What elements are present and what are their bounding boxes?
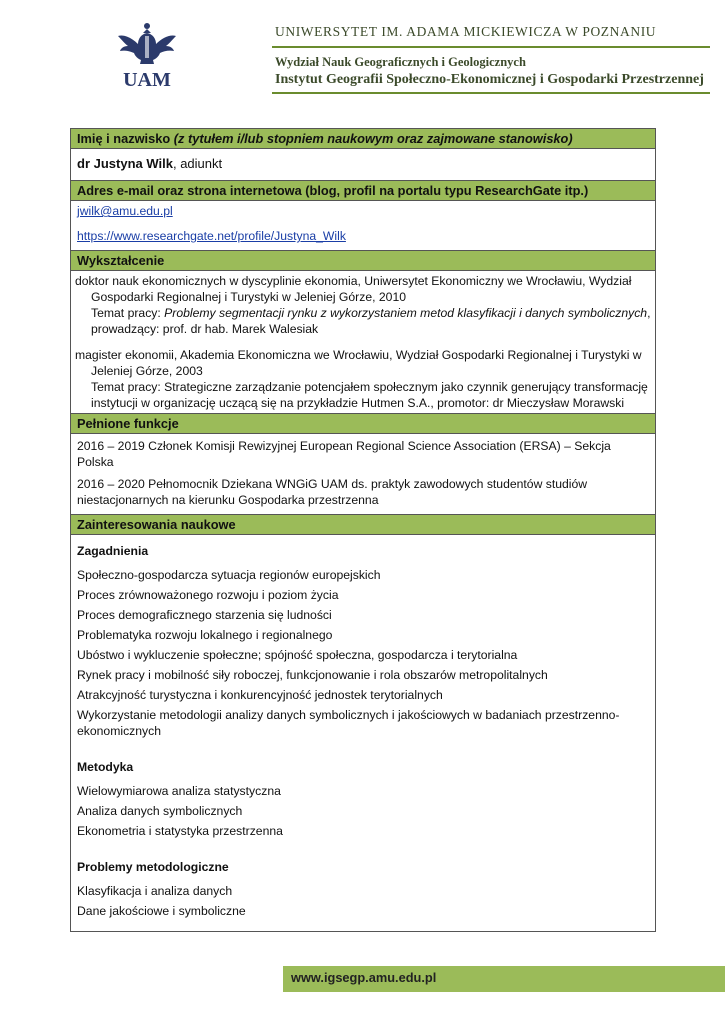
name-section-heading: Imię i nazwisko (z tytułem i/lub stopniem naukowym oraz zajmowane stanowisko) [71,129,655,149]
education-entry [71,271,655,337]
interests-section-heading: Zainteresowania naukowe [71,515,655,535]
functions-list [71,434,655,515]
interests-group-title: Zagadnienia [77,544,149,558]
header-divider [272,46,710,48]
footer-url[interactable]: www.igsegp.amu.edu.pl [291,970,437,985]
list-item: Wielowymiarowa analiza statystyczna [77,784,281,798]
education-topic: Temat pracy: Problemy segmentacji rynku z wykorzystaniem metod klasyfikacji i danych symbolicznych, prowadzący: prof. dr hab. Marek Walesiak [91,306,651,336]
function-item: 2016 – 2019 Członek Komisji Rewizyjnej European Regional Science Association (ERSA) – Sekcja Polska [77,439,611,469]
problems-list [77,883,649,919]
list-item: Atrakcyjność turystyczna i konkurencyjność jednostek terytorialnych [77,688,443,702]
cv-table [70,128,656,932]
svg-text:UAM: UAM [123,69,171,90]
education-degree: magister ekonomii, Akademia Ekonomiczna we Wrocławiu, Wydział Gospodarki Regionalnej i Turystyki w Jeleniej Górze, 2003 [75,348,642,378]
contact-section-heading: Adres e-mail oraz strona internetowa (blog, profil na portalu typu ResearchGate itp.) [71,181,655,201]
contact-row [71,201,655,251]
footer-bar [283,966,725,992]
education-list [71,271,655,414]
education-entry [71,347,655,411]
interests-body [71,535,655,931]
list-item: Rynek pracy i mobilność siły roboczej, funkcjonowanie i rola obszarów metropolitalnych [77,668,548,682]
name-row [71,149,655,181]
list-item: Dane jakościowe i symboliczne [77,904,246,918]
email-link[interactable]: jwilk@amu.edu.pl [77,204,173,218]
methods-list [77,783,649,839]
website-link[interactable]: https://www.researchgate.net/profile/Justyna_Wilk [77,229,346,243]
interests-list [77,567,649,739]
education-degree: doktor nauk ekonomicznych w dyscyplinie ekonomia, Uniwersytet Ekonomiczny we Wrocławiu, Wydział Gospodarki Regionalnej i Turystyki w Jeleniej Górze, 2010 [75,274,632,304]
function-item: 2016 – 2020 Pełnomocnik Dziekana WNGiG UAM ds. praktyk zawodowych studentów studiów niestacjonarnych na kierunku Gospodarka przestrzenna [77,477,588,507]
list-item: Wykorzystanie metodologii analizy danych symbolicznych i jakościowych w badaniach przestrzenno-ekonomicznych [77,708,620,738]
faculty-name: Wydział Nauk Geograficznych i Geologicznych [275,55,526,69]
list-item: Proces zrównoważonego rozwoju i poziom życia [77,588,339,602]
institute-name: Instytut Geografii Społeczno-Ekonomicznej i Gospodarki Przestrzennej [275,72,704,87]
list-item: Analiza danych symbolicznych [77,804,243,818]
list-item: Ubóstwo i wykluczenie społeczne; spójność społeczna, gospodarcza i terytorialna [77,648,518,662]
education-topic: Temat pracy: Strategiczne zarządzanie potencjałem społecznym jako czynnik generujący transformację instytucji w organizację uczącą się na przykładzie Hutmen S.A., promotor: dr Mieczysław Morawski [91,380,648,410]
list-item: Problematyka rozwoju lokalnego i regionalnego [77,628,333,642]
list-item: Proces demograficznego starzenia się ludności [77,608,332,622]
university-title: UNIWERSYTET IM. ADAMA MICKIEWICZA W POZNANIU [275,24,657,39]
education-section-heading: Wykształcenie [71,251,655,271]
list-item: Klasyfikacja i analiza danych [77,884,233,898]
interests-group-title: Metodyka [77,760,134,774]
interests-group-title: Problemy metodologiczne [77,860,229,874]
list-item: Społeczno-gospodarcza sytuacja regionów europejskich [77,568,381,582]
person-name: dr Justyna Wilk [77,156,173,171]
list-item: Ekonometria i statystyka przestrzenna [77,824,283,838]
person-position: , adiunkt [172,156,223,171]
page-header [0,0,725,110]
uam-eagle-logo-icon [116,20,178,90]
functions-section-heading: Pełnione funkcje [71,414,655,434]
header-divider-bottom [272,92,710,94]
